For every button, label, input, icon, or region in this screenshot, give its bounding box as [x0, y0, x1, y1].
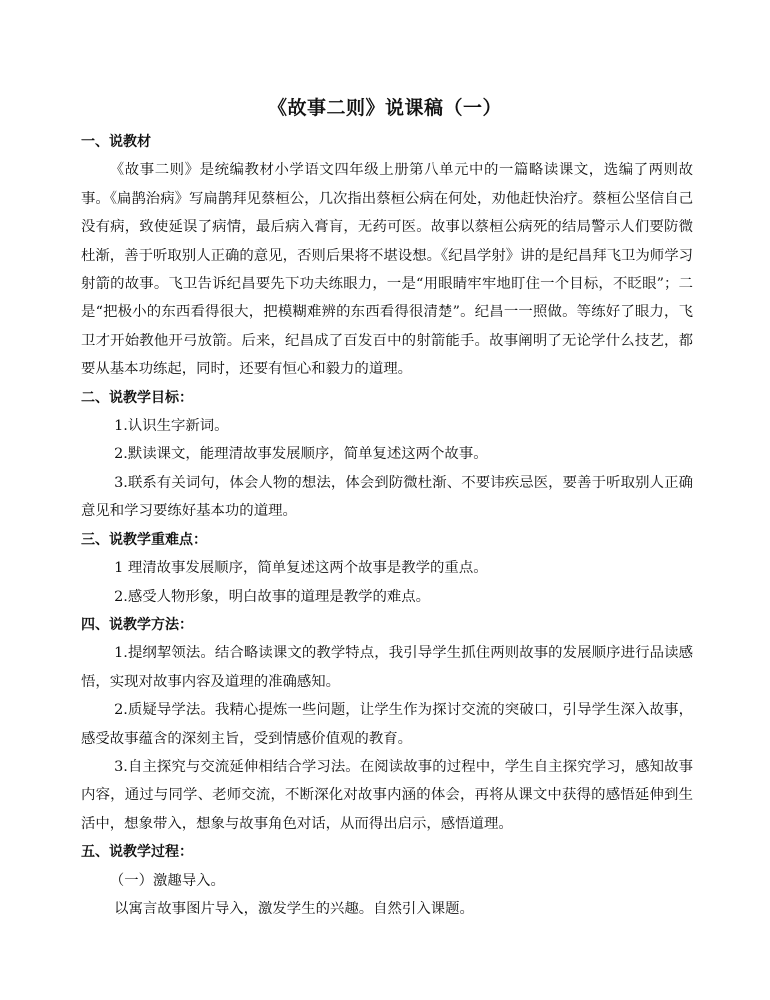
section-heading-teaching-goals: 二、说教学目标：	[81, 389, 193, 406]
paragraph: 1 理清故事发展顺序，简单复述这两个故事是教学的重点。	[114, 560, 488, 577]
section-heading-teaching-process: 五、说教学过程：	[81, 844, 193, 861]
paragraph: 3.自主探究与交流延伸相结合学习法。在阅读故事的过程中，学生自主探究学习，感知故事内容，通过与同学、老师交流，不断深化对故事内涵的体会，再将从课文中获得的感悟延伸到生活中，想象带入，想象与故事角色对话，从而得出启示，感悟道理。	[81, 758, 693, 832]
section-heading-key-points: 三、说教学重难点：	[81, 531, 207, 548]
paragraph: （一）激趣导入。	[109, 872, 225, 889]
paragraph: 2.默读课文，能理清故事发展顺序，简单复述这两个故事。	[114, 446, 488, 463]
paragraph: 3.联系有关词句，体会人物的想法，体会到防微杜渐、不要讳疾忌医，要善于听取别人正确意见和学习要练好基本功的道理。	[81, 474, 693, 520]
document-title: 《故事二则》说课稿（一）	[267, 97, 502, 119]
paragraph: 1.提纲挈领法。结合略读课文的教学特点，我引导学生抓住两则故事的发展顺序进行品读感悟，实现对故事内容及道理的准确感知。	[81, 645, 693, 690]
paragraph: 2.感受人物形象，明白故事的道理是教学的难点。	[114, 588, 431, 605]
paragraph: 《故事二则》是统编教材小学语文四年级上册第八单元中的一篇略读课文，选编了两则故事。《扁鹊治病》写扁鹊拜见蔡桓公，几次指出蔡桓公病在何处，劝他赶快治疗。蔡桓公坚信自己没有病，致使延误了病情，最后病入膏肓，无药可医。故事以蔡桓公病死的结局警示人们要防微杜渐，善于听取别人正确的意见，否则后果将不堪设想。《纪昌学射》讲的是纪昌拜飞卫为师学习射箭的故事。飞卫告诉纪昌要先下功夫练眼力，一是“用眼睛牢牢地盯住一个目标，不眨眼”；二是“把极小的东西看得很大，把模糊难辨的东西看得很清楚”。纪昌一一照做。等练好了眼力，飞卫才开始教他开弓放箭。后来，纪昌成了百发百中的射箭能手。故事阐明了无论学什么技艺，都要从基本功练起，同时，还要有恒心和毅力的道理。	[81, 162, 693, 378]
document-body	[81, 128, 693, 923]
paragraph: 以寓言故事图片导入，激发学生的兴趣。自然引入课题。	[114, 900, 474, 917]
paragraph: 2.质疑导学法。我精心提炼一些问题，让学生作为探讨交流的突破口，引导学生深入故事，感受故事蕴含的深刻主旨，受到情感价值观的教育。	[81, 702, 693, 747]
section-heading-teaching-material: 一、说教材	[81, 134, 151, 150]
paragraph: 1.认识生字新词。	[114, 418, 229, 435]
section-heading-teaching-methods: 四、说教学方法：	[81, 616, 193, 633]
